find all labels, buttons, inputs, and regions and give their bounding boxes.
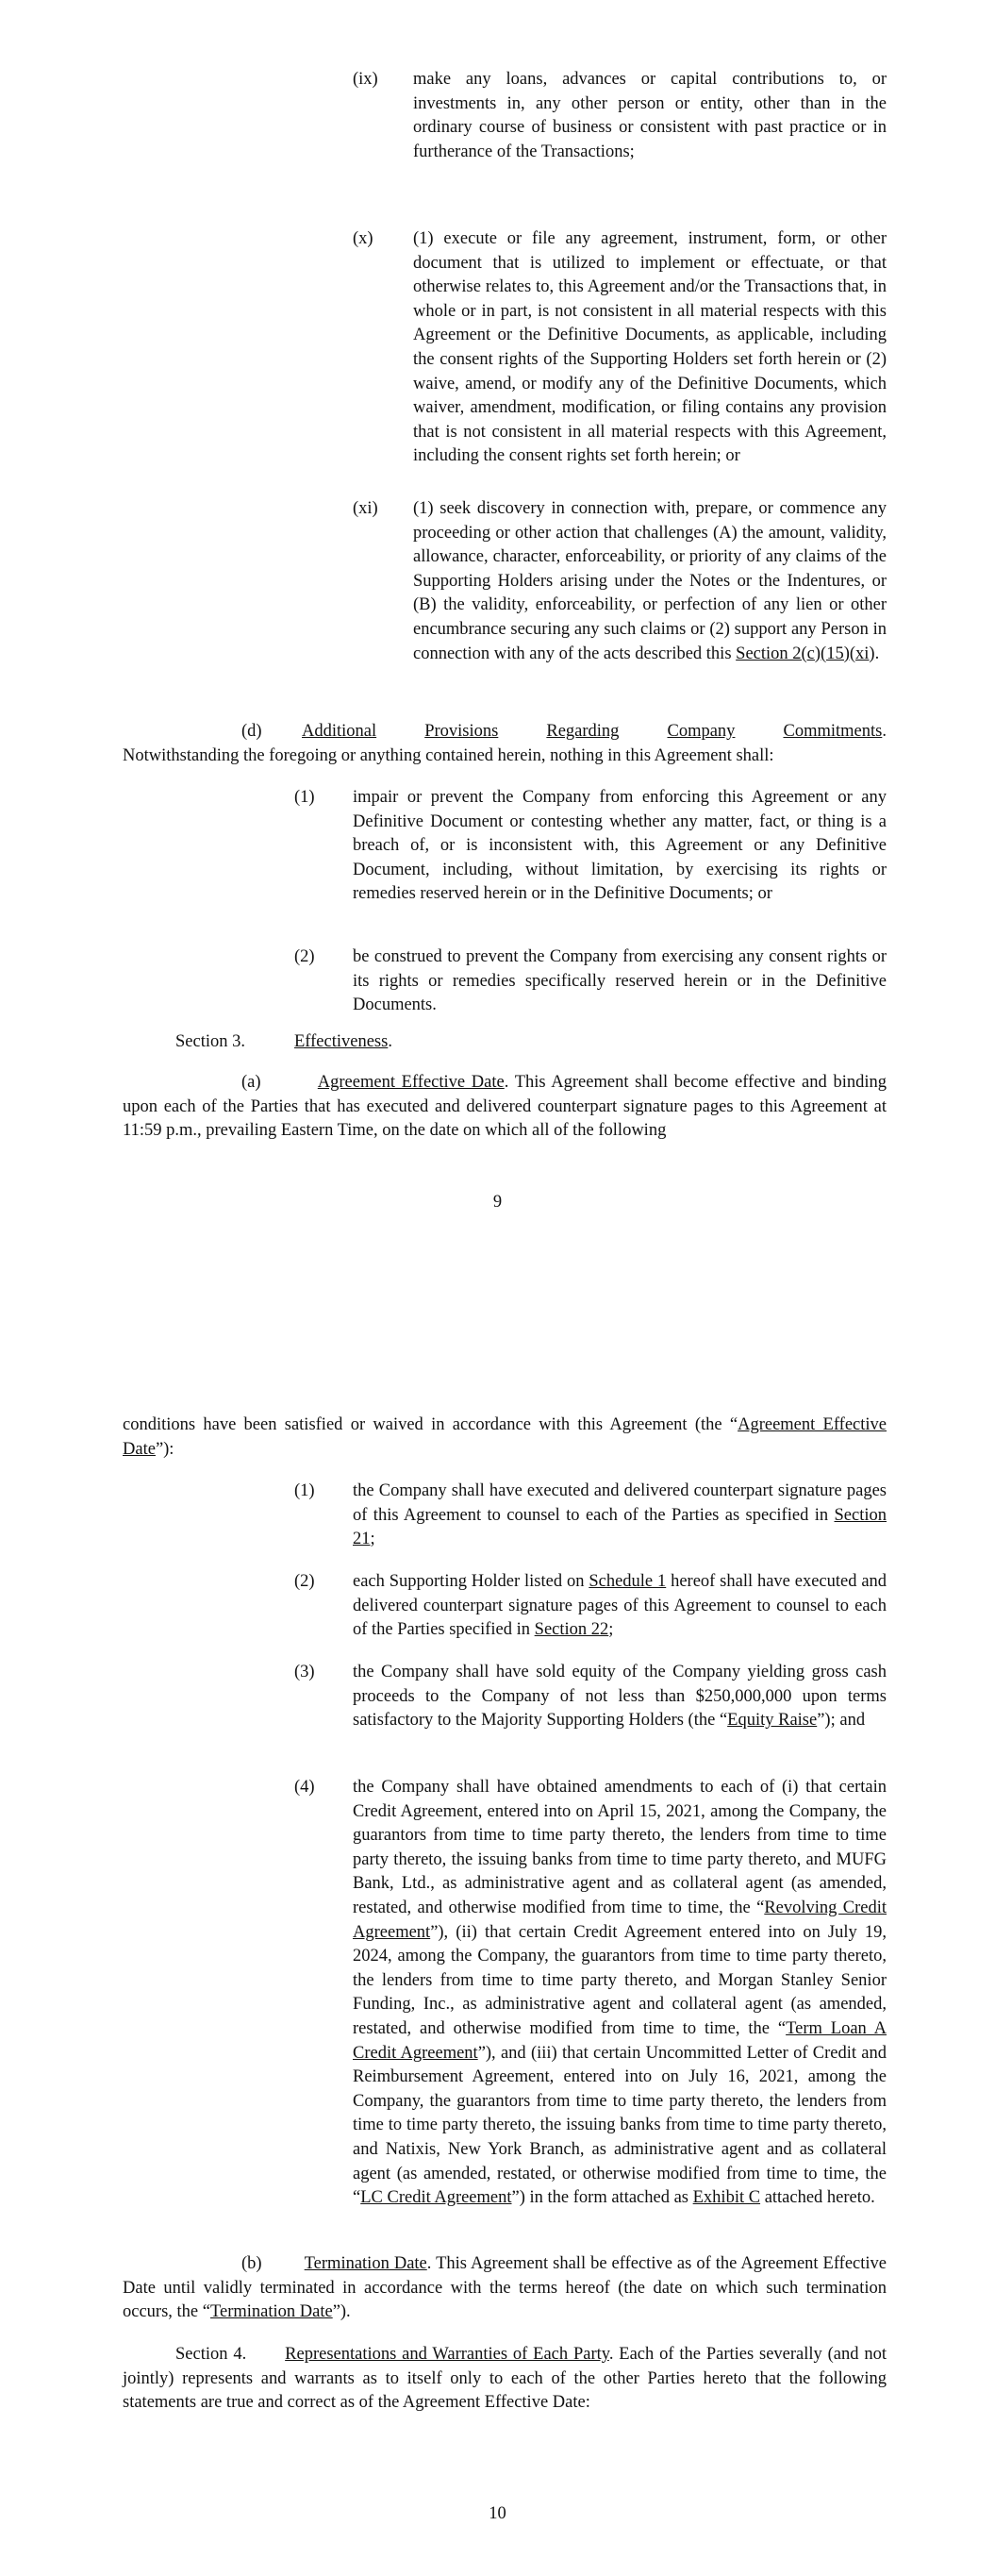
exhibit-c-link[interactable]: Exhibit C [692, 2188, 761, 2208]
condition-1-body: the Company shall have executed and delivered counterpart signature pages of this Agreement to counsel to each of the Parties as specified in [353, 1481, 887, 1525]
condition-label-2: (2) [294, 1572, 315, 1591]
clause-x-text: (1) execute or file any agreement, instrument, form, or other document that is utilized to implement or effectuate, or that otherwise relates to, this Agreement and/or the Transactions that, in whole or in part, is not consistent in all material respects with this Agreement or the Definitive Documents, as applicable, including the consent rights of the Supporting Holders set forth herein or (2) waive, amend, or modify any of the Definitive Documents, which waiver, amendment, modification, or filing contains any provision that is not consistent in all material respects with this Agreement, including the consent rights set forth herein; or [413, 229, 887, 466]
defined-term-lc-credit-agreement: LC Credit Agreement [360, 2188, 512, 2208]
condition-2-body-a: each Supporting Holder listed on [353, 1572, 585, 1591]
section-2-c-15-xi-link[interactable]: Section 2(c)(15)(xi) [736, 644, 875, 663]
condition-label-1: (1) [294, 1481, 315, 1500]
section-3-label: Section 3. [175, 1032, 245, 1051]
condition-3-body: the Company shall have sold equity of the Company yielding gross cash proceeds to the Company of not less than $250,000,000 upon terms satisfactory to the Majority Supporting Holders (the “ [353, 1663, 887, 1731]
clause-label-d1: (1) [294, 788, 315, 807]
schedule-1-link[interactable]: Schedule 1 [589, 1572, 667, 1591]
condition-3-end: ”); and [817, 1711, 866, 1731]
section-4-title: Representations and Warranties of Each Party [285, 2345, 609, 2364]
subsection-a-heading: Agreement Effective Date [317, 1073, 505, 1092]
condition-4-body-c: ”), and (iii) that certain Uncommitted Letter of Credit and Reimbursement Agreement, entered into on July 16, 2021, among the Company, the guarantors from time to time party thereto, the lenders from time to time party thereto, the issuing banks from time to time party thereto, and Natixis, New York Branch, as administrative agent and as collateral agent (as amended, restated, or otherwise modified from time to time, the “ [353, 2043, 887, 2208]
page-number: 10 [489, 2504, 506, 2523]
section-4-text [123, 2343, 887, 2416]
subsection-b-text [123, 2252, 887, 2325]
defined-term-term-loan-a-credit-agreement: Term Loan A Credit Agreement [353, 2018, 887, 2063]
clause-xi-period: . [874, 644, 880, 663]
subsection-d-heading [302, 720, 887, 744]
section-3-title-text: Effectiveness [294, 1032, 389, 1051]
subsection-label-b: (b) [241, 2254, 262, 2273]
section-3-period: . [388, 1032, 392, 1051]
section-22-link[interactable]: Section 22 [534, 1620, 609, 1640]
condition-4-body-a: the Company shall have obtained amendments to each of (i) that certain Credit Agreement, entered into on April 15, 2021, among the Company, the guarantors from time to time party thereto, the lenders from time to time party thereto, the issuing banks from time to time party thereto, and MUFG Bank, Ltd., as administrative agent and as collateral agent (as amended, restated, and otherwise modified from time to time, the “ [353, 1778, 887, 1917]
subsection-a-body: . This Agreement shall become effective and binding upon each of the Parties that has executed and delivered counterpart signature pages to this Agreement at 11:59 p.m., prevailing Eastern Time, on the date on which all of the following [123, 1073, 887, 1141]
condition-1-text [353, 1480, 887, 1552]
clause-label-d2: (2) [294, 947, 315, 966]
subsection-b-body: . This Agreement shall be effective as of the Agreement Effective Date until validly terminated in accordance with the terms hereof (the date on which such termination occurs, the “ [123, 2254, 887, 2322]
condition-3-text [353, 1661, 887, 1733]
section-3-title [294, 1030, 392, 1055]
condition-4-body-d: ”) in the form attached as [511, 2188, 688, 2208]
subsection-label-a: (a) [241, 1073, 261, 1092]
clause-d1-text: impair or prevent the Company from enforcing this Agreement or any Definitive Document or contesting whether any matter, fact, or thing is a breach of, or is inconsistent with, this Agreement or any Definitive Document, including, without limitation, by exercising its rights or remedies reserved herein or in the Definitive Documents; or [353, 788, 887, 904]
condition-2-end: ; [608, 1620, 614, 1640]
clause-d2-text: be construed to prevent the Company from exercising any consent rights or its rights or remedies specifically reserved herein or in the Definitive Documents. [353, 947, 887, 1015]
condition-1-end: ; [370, 1530, 375, 1549]
subsection-a-text [123, 1071, 887, 1144]
clause-xi-body: (1) seek discovery in connection with, prepare, or commence any proceeding or other action that challenges (A) the amount, validity, allowance, character, enforceability, or priority of any claims of the Supporting Holders arising under the Notes or the Indentures, or (B) the validity, enforceability, or perfection of any lien or other encumbrance securing any such claims or (2) support any Person in connection with any of the acts described this [413, 499, 887, 663]
conditions-intro [123, 1413, 887, 1462]
defined-term-revolving-credit-agreement: Revolving Credit Agreement [353, 1898, 887, 1942]
condition-label-4: (4) [294, 1778, 315, 1797]
clause-label-ix: (ix) [353, 70, 378, 89]
heading-word: Regarding [546, 722, 620, 741]
subsection-b-heading: Termination Date [304, 2254, 427, 2273]
condition-4-text [353, 1776, 887, 2211]
condition-2-body-b: hereof shall have executed and delivered counterpart signature pages of this Agreement to counsel to each of the Parties specified in [353, 1572, 887, 1640]
heading-period: . [882, 722, 887, 741]
condition-4-end: attached hereto. [764, 2188, 875, 2208]
section-4-label: Section 4. [175, 2345, 247, 2364]
conditions-intro-end: ”): [155, 1439, 174, 1459]
page-number: 9 [492, 1193, 503, 1212]
subsection-label-d: (d) [241, 722, 262, 741]
condition-2-text [353, 1570, 887, 1643]
subsection-d-text: Notwithstanding the foregoing or anything contained herein, nothing in this Agreement shall: [123, 746, 774, 765]
clause-xi-text [413, 497, 887, 666]
heading-word: Additional [302, 722, 377, 741]
subsection-b-end: ”). [332, 2302, 351, 2322]
heading-word: Provisions [424, 722, 499, 741]
defined-term-agreement-effective-date: Agreement Effective Date [123, 1415, 887, 1459]
clause-label-x: (x) [353, 229, 373, 248]
section-21-link[interactable]: Section 21 [353, 1505, 887, 1549]
condition-label-3: (3) [294, 1663, 315, 1681]
condition-4-body-b: ”), (ii) that certain Credit Agreement entered into on July 19, 2024, among the Company, the guarantors from time to time party thereto, the lenders from time to time party thereto, and Morgan Stanley Senior Funding, Inc., as administrative agent and collateral agent (as amended, restated, and otherwise modified from time to time, the “ [353, 1922, 887, 2038]
defined-term-termination-date: Termination Date [209, 2302, 333, 2322]
document-page-10 [0, 1288, 995, 2576]
heading-word: Commitments [783, 722, 883, 741]
clause-label-xi: (xi) [353, 499, 378, 518]
heading-word-last [783, 720, 886, 744]
clause-ix-text: make any loans, advances or capital contributions to, or investments in, any other person or entity, other than in the ordinary course of business or consistent with past practice or in furtherance of the Transactions; [413, 70, 887, 161]
defined-term-equity-raise: Equity Raise [727, 1711, 818, 1731]
conditions-intro-body: conditions have been satisfied or waived in accordance with this Agreement (the “ [123, 1415, 738, 1434]
section-4-body: . Each of the Parties severally (and not jointly) represents and warrants as to itself only to each of the other Parties hereto that the following statements are true and correct as of the Agreement Effective Date: [123, 2345, 887, 2413]
heading-word: Company [667, 722, 736, 741]
